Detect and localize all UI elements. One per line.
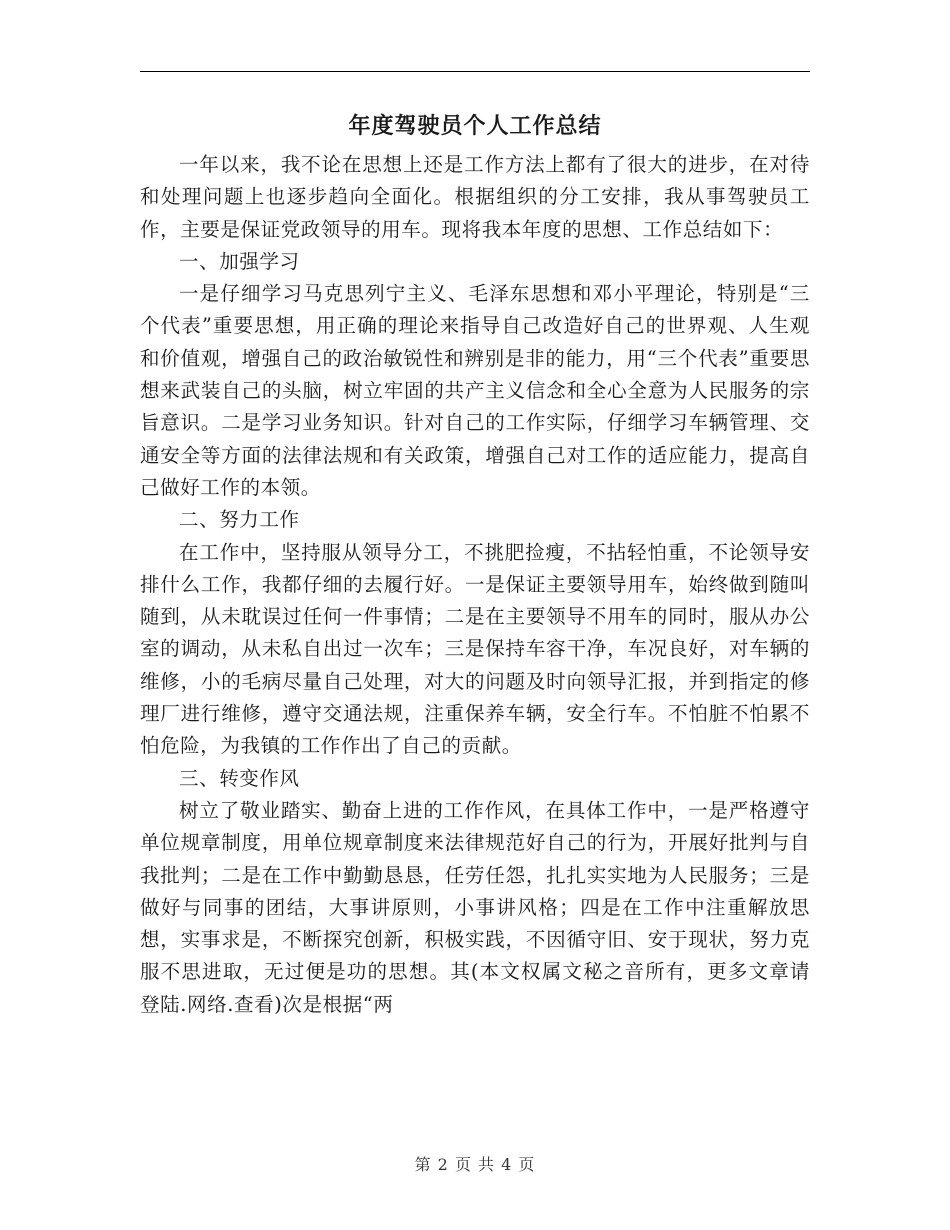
page-number: 第 2 页 共 4 页 (414, 1155, 536, 1174)
document-body (140, 149, 810, 1021)
paragraph-intro: 一年以来，我不论在思想上还是工作方法上都有了很大的进步，在对待和处理问题上也逐步趋向全面化。根据组织的分工安排，我从事驾驶员工作，主要是保证党政领导的用车。现将我本年度的思想、工作总结如下： (140, 153, 810, 241)
section-heading-study: 一、加强学习 (179, 249, 300, 273)
header-rule (140, 71, 810, 72)
section-heading-style: 三、转变作风 (179, 766, 300, 790)
paragraph-style: 树立了敬业踏实、勤奋上进的工作作风，在具体工作中，一是严格遵守单位规章制度，用单位规章制度来法律规范好自己的行为，开展好批判与自我批判；二是在工作中勤勤恳恳，任劳任怨，扎扎实实地为人民服务；三是做好与同事的团结，大事讲原则，小事讲风格；四是在工作中注重解放思想，实事求是，不断探究创新，积极实践，不因循守旧、安于现状，努力克服不思进取，无过便是功的思想。其(本文权属文秘之音所有，更多文章请登陆.网络.查看)次是根据“两 (140, 798, 810, 1016)
paragraph-work: 在工作中，坚持服从领导分工，不挑肥捡瘦，不拈轻怕重，不论领导安排什么工作，我都仔细的去履行好。一是保证主要领导用车，始终做到随叫随到，从未耽误过任何一件事情；二是在主要领导不用车的同时，服从办公室的调动，从未私自出过一次车；三是保持车容干净，车况良好，对车辆的维修，小的毛病尽量自己处理，对大的问题及时向领导汇报，并到指定的修理厂进行维修，遵守交通法规，注重保养车辆，安全行车。不怕脏不怕累不怕危险，为我镇的工作作出了自己的贡献。 (140, 540, 810, 758)
section-heading-work: 二、努力工作 (179, 508, 300, 532)
paragraph-study: 一是仔细学习马克思列宁主义、毛泽东思想和邓小平理论，特别是“三个代表”重要思想，用正确的理论来指导自己改造好自己的世界观、人生观和价值观，增强自己的政治敏锐性和辨别是非的能力，用“三个代表”重要思想来武装自己的头脑，树立牢固的共产主义信念和全心全意为人民服务的宗旨意识。二是学习业务知识。针对自己的工作实际，仔细学习车辆管理、交通安全等方面的法律法规和有关政策，增强自己对工作的适应能力，提高自己做好工作的本领。 (140, 282, 810, 499)
document-title: 年度驾驶员个人工作总结 (348, 113, 602, 139)
